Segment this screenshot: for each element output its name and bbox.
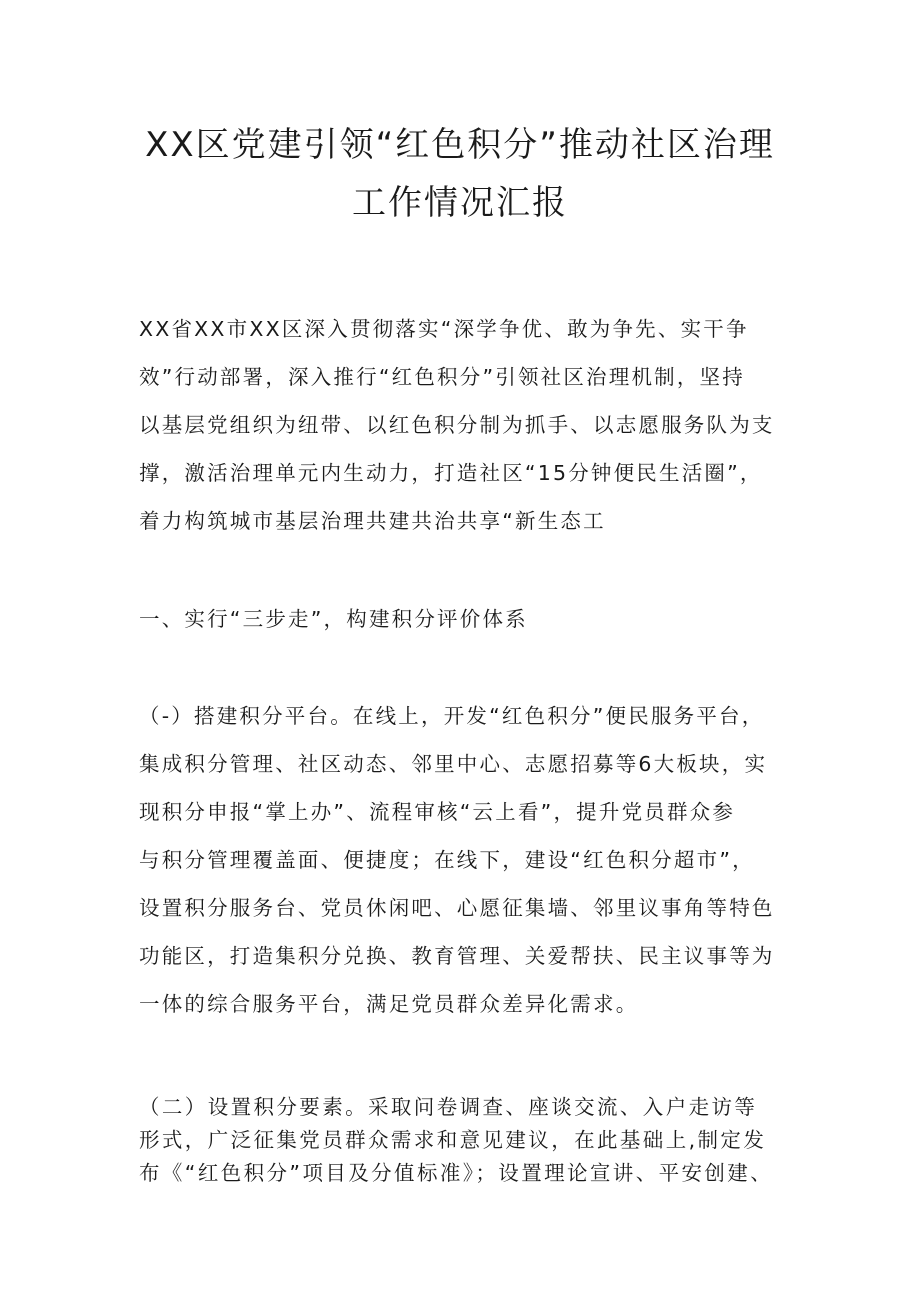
subsection-2-line-3: 布《“红色积分”项目及分值标准》；设置理论宣讲、平安创建、 xyxy=(139,1161,774,1185)
subsection-1-line-1: （-）搭建积分平台。在线上，开发“红色积分”便民服务平台， xyxy=(139,704,765,728)
subsection-1-line-2: 集成积分管理、社区动态、邻里中心、志愿招募等6大板块，实 xyxy=(139,752,768,776)
subsection-2-line-1: （二）设置积分要素。采取问卷调查、座谈交流、入户走访等 xyxy=(139,1095,758,1119)
section-heading xyxy=(139,609,789,630)
subsection-2-paragraph xyxy=(139,1097,789,1196)
intro-line-1: XX省XX市XX区深入贯彻落实“深学争优、敢为争先、实干争 xyxy=(139,317,749,341)
subsection-2-line-2: 形式，广泛征集党员群众需求和意见建议，在此基础上,制定发 xyxy=(139,1128,767,1152)
intro-line-5: 着力构筑城市基层治理共建共治共享“新生态工 xyxy=(139,509,606,533)
intro-line-2: 效”行动部署，深入推行“红色积分”引领社区治理机制，坚持 xyxy=(139,365,745,389)
subsection-1-line-7: 一体的综合服务平台，满足党员群众差异化需求。 xyxy=(139,992,639,1016)
subsection-1-line-5: 设置积分服务台、党员休闲吧、心愿征集墙、邻里议事角等特色 xyxy=(139,896,775,920)
subsection-1-line-6: 功能区，打造集积分兑换、教育管理、关爱帮扶、民主议事等为 xyxy=(139,944,775,968)
document-title-line-1: XX区党建引领“红色积分”推动社区治理 xyxy=(145,125,775,165)
intro-line-3: 以基层党组织为纽带、以红色积分制为抓手、以志愿服务队为支 xyxy=(139,413,775,437)
intro-line-4: 撑，激活治理单元内生动力，打造社区“15分钟便民生活圈”， xyxy=(139,461,763,485)
subsection-1-paragraph xyxy=(139,706,789,1042)
subsection-1-line-4: 与积分管理覆盖面、便捷度；在线下，建设“红色积分超市”， xyxy=(139,848,755,872)
intro-paragraph xyxy=(139,319,789,559)
section-heading-text: 一、实行“三步走”，构建积分评价体系 xyxy=(139,607,528,631)
document-title-line-2: 工作情况汇报 xyxy=(352,183,568,223)
subsection-1-line-3: 现积分申报“掌上办”、流程审核“云上看”，提升党员群众参 xyxy=(139,800,736,824)
